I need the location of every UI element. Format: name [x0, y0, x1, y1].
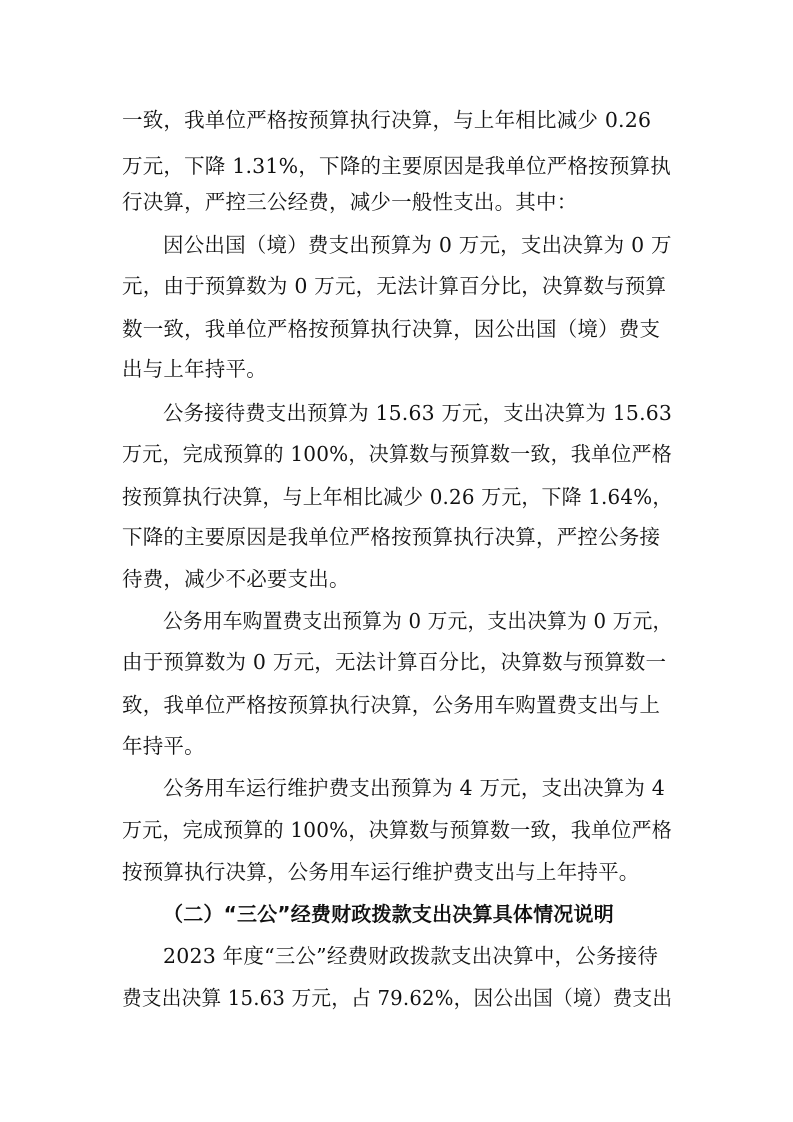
text-line: 万元，下降 1.31%，下降的主要原因是我单位严格按预算执: [122, 154, 671, 178]
text-line: 数一致，我单位严格按预算执行决算，因公出国（境）费支: [122, 317, 661, 341]
text-line: 按预算执行决算，与上年相比减少 0.26 万元，下降 1.64%，: [122, 485, 673, 509]
paragraph-first-line: 公务用车运行维护费支出预算为 4 万元，支出决算为 4: [163, 776, 666, 800]
text-line: 待费，减少不必要支出。: [122, 567, 350, 591]
section-heading: （二）“三公”经费财政拨款支出决算具体情况说明: [163, 902, 614, 926]
text-line: 下降的主要原因是我单位严格按预算执行决算，严控公务接: [122, 525, 661, 549]
text-line: 年持平。: [122, 734, 205, 758]
text-line: 致，我单位严格按预算执行决算，公务用车购置费支出与上: [122, 693, 661, 717]
paragraph-first-line: 因公出国（境）费支出预算为 0 万元，支出决算为 0 万: [163, 233, 672, 257]
text-line: 费支出决算 15.63 万元，占 79.62%，因公出国（境）费支出: [122, 986, 673, 1010]
paragraph-first-line: 公务用车购置费支出预算为 0 万元，支出决算为 0 万元，: [163, 609, 673, 633]
text-line: 元，由于预算数为 0 万元，无法计算百分比，决算数与预算: [122, 274, 667, 298]
paragraph-first-line: 公务接待费支出预算为 15.63 万元，支出决算为 15.63: [163, 401, 673, 425]
text-line: 行决算，严控三公经费，减少一般性支出。其中：: [122, 190, 578, 214]
text-line: 由于预算数为 0 万元，无法计算百分比，决算数与预算数一: [122, 650, 667, 674]
text-line: 万元，完成预算的 100%，决算数与预算数一致，我单位严格: [122, 818, 672, 842]
text-line: 一致，我单位严格按预算执行决算，与上年相比减少 0.26: [122, 108, 652, 132]
paragraph-first-line: 2023 年度“三公”经费财政拨款支出决算中，公务接待: [163, 944, 659, 968]
text-line: 按预算执行决算，公务用车运行维护费支出与上年持平。: [122, 860, 640, 884]
text-line: 万元，完成预算的 100%，决算数与预算数一致，我单位严格: [122, 442, 672, 466]
text-line: 出与上年持平。: [122, 357, 267, 381]
